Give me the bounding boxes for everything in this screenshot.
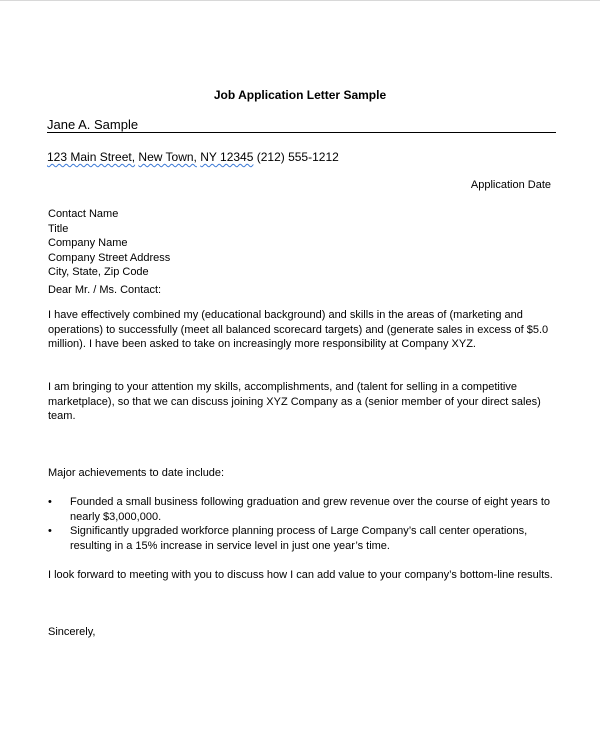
recipient-line: Contact Name <box>48 208 119 220</box>
list-item <box>48 524 560 553</box>
achievements-intro: Major achievements to date include: <box>48 467 225 479</box>
achievement-text: Significantly upgraded workforce planning process of Large Company’s call center operations, resulting in a 15% increase in service level in just one year’s time. <box>70 525 528 552</box>
recipient-line: City, State, Zip Code <box>48 266 149 278</box>
achievement-text: Founded a small business following graduation and grew revenue over the course of eight years to nearly $3,000,000. <box>70 496 551 523</box>
closing: Sincerely, <box>48 626 96 638</box>
sender-address <box>47 150 339 165</box>
body-paragraph-1: I have effectively combined my (educational background) and skills in the areas of (marketing and operations) to successfully (meet all balanced scorecard targets) and (generate sales in excess of $5.0 million). I have been asked to take on increasingly more responsibility at Company XYZ. <box>48 309 549 350</box>
recipient-line: Title <box>48 222 69 235</box>
document-title: Job Application Letter Sample <box>213 88 387 102</box>
sender-city: New Town, <box>138 150 197 164</box>
sender-zip: NY 12345 <box>200 150 254 164</box>
header-rule <box>47 132 556 133</box>
page-top-edge <box>0 0 600 1</box>
body-paragraph-closing: I look forward to meeting with you to discuss how I can add value to your company’s bottom-line results. <box>48 569 553 581</box>
sender-street: 123 Main Street, <box>47 150 136 164</box>
recipient-line: Company Name <box>48 237 128 249</box>
application-date: Application Date <box>470 179 551 191</box>
achievements-list <box>48 495 560 553</box>
recipient-block <box>48 207 170 280</box>
bullet-icon: • <box>48 496 52 508</box>
bullet-icon: • <box>48 525 52 537</box>
sender-phone: (212) 555-1212 <box>256 150 339 164</box>
body-paragraph-2: I am bringing to your attention my skills, accomplishments, and (talent for selling in a competitive marketplace), so that we can discuss joining XYZ Company as a (senior member of your direct sales) team. <box>48 381 541 422</box>
recipient-line: Company Street Address <box>48 251 171 264</box>
salutation: Dear Mr. / Ms. Contact: <box>48 284 162 296</box>
list-item <box>48 495 560 524</box>
sender-name: Jane A. Sample <box>47 117 139 132</box>
